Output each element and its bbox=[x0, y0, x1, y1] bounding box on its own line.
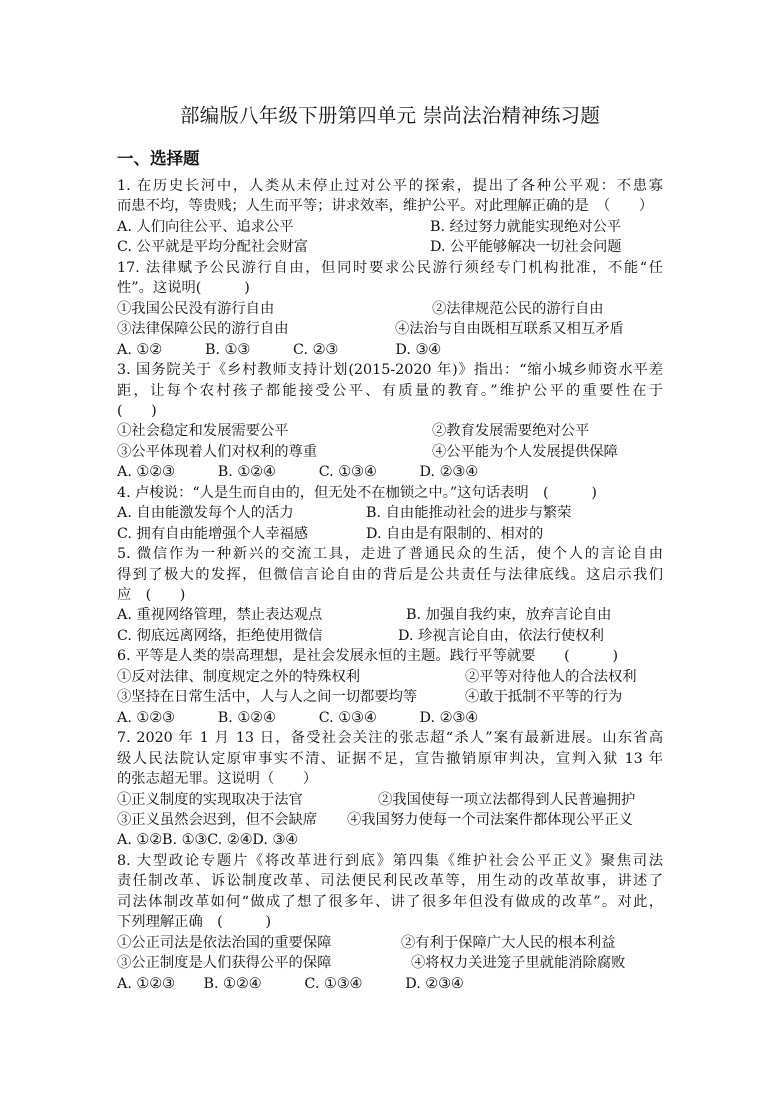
text-line bbox=[117, 708, 478, 728]
text-line bbox=[117, 258, 663, 278]
text-line bbox=[117, 237, 622, 257]
option-right-column: D. 珍视言论自由，依法行使权利 bbox=[398, 627, 604, 644]
line-text: 6. 平等是人类的崇高理想，是社会发展永恒的主题。践行平等就要 ( ) bbox=[117, 648, 619, 665]
option-right-column: B. 加强自我约束，放弃言论自由 bbox=[406, 607, 612, 624]
option-right-column: B. 经过努力就能实现绝对公平 bbox=[430, 218, 622, 235]
text-line bbox=[117, 565, 663, 585]
line-text: ①社会稳定和发展需要公平 bbox=[117, 423, 289, 440]
text-line bbox=[117, 196, 653, 216]
line-text: A. ①②③ B. ①②④ C. ①③④ D. ②③④ bbox=[117, 709, 479, 726]
line-text: 距，让每个农村孩子都能接受公平、有质量的教育。”维护公平的重要性在于 bbox=[117, 382, 663, 399]
line-text: C. 公平就是平均分配社会财富 bbox=[117, 239, 309, 256]
line-text: 而患不均，等贵贱；人生而平等；讲求效率，维护公平。对此理解正确的是 （ ） bbox=[117, 198, 654, 215]
line-text: A. ①②B. ①③C. ②④D. ③④ bbox=[117, 832, 299, 849]
text-line bbox=[117, 360, 663, 380]
text-line bbox=[117, 892, 663, 912]
line-text: ①正义制度的实现取决于法官 bbox=[117, 791, 303, 808]
text-line bbox=[117, 299, 604, 319]
text-line bbox=[117, 687, 623, 707]
text-line bbox=[117, 830, 298, 850]
line-text: 的张志超无罪。这说明（ ） bbox=[117, 771, 318, 788]
line-text: 司法体制改革如何“做成了想了很多年、讲了很多年但没有做成的改革”。对此， bbox=[117, 893, 663, 910]
line-text: C. 彻底远离网络，拒绝使用微信 bbox=[117, 627, 323, 644]
line-text: 下列理解正确 ( ) bbox=[117, 914, 272, 931]
line-text: 性”。这说明( ) bbox=[117, 280, 250, 297]
line-text: ①公正司法是依法治国的重要保障 bbox=[117, 934, 332, 951]
text-line bbox=[117, 790, 636, 810]
line-text: ③公正制度是人们获得公平的保障 bbox=[117, 955, 332, 972]
text-line bbox=[117, 524, 544, 544]
option-right-column: ④我国努力使每一个司法案件都体现公平正义 bbox=[347, 811, 633, 828]
text-line bbox=[117, 871, 663, 891]
line-text: 1. 在历史长河中，人类从未停止过对公平的探索，提出了各种公平观：不患寡 bbox=[117, 178, 663, 194]
line-text: 4. 卢梭说：“人是生而自由的，但无处不在枷锁之中。”这句话表明 ( ) bbox=[117, 484, 598, 501]
text-line bbox=[117, 974, 464, 994]
line-text: 3. 国务院关于《乡村教师支持计划(2015-2020 年)》指出：“缩小城乡师资水平差 bbox=[117, 362, 663, 379]
line-text: A. 重视网络管理，禁止表达观点 bbox=[117, 607, 323, 624]
option-right-column: ②我国使每一项立法都得到人民普遍拥护 bbox=[378, 791, 636, 808]
line-text: ③坚持在日常生活中，人与人之间一切都要均等 bbox=[117, 689, 418, 706]
text-line bbox=[117, 319, 624, 339]
text-line bbox=[117, 544, 663, 564]
option-right-column: ④敢于抵制不平等的行为 bbox=[465, 689, 623, 706]
text-line bbox=[117, 769, 317, 789]
text-line bbox=[117, 667, 637, 687]
text-line bbox=[117, 626, 604, 646]
text-line bbox=[117, 749, 663, 769]
line-text: 责任制改革、诉讼制度改革、司法便民利民改革等，用生动的改革故事，讲述了 bbox=[117, 873, 663, 890]
line-text: 17. 法律赋予公民游行自由，但同时要求公民游行须经专门机构批准，不能“任 bbox=[117, 259, 663, 276]
text-line bbox=[117, 605, 612, 625]
line-text: A. 自由能激发每个人的活力 bbox=[117, 505, 294, 522]
option-right-column: D. 自由是有限制的、相对的 bbox=[366, 525, 544, 542]
option-right-column: ②教育发展需要绝对公平 bbox=[432, 423, 590, 440]
line-text: A. 人们向往公平、追求公平 bbox=[117, 218, 294, 235]
text-line bbox=[117, 933, 616, 953]
option-right-column: D. 公平能够解决一切社会问题 bbox=[430, 239, 622, 256]
text-line bbox=[117, 421, 590, 441]
text-line bbox=[117, 340, 441, 360]
line-text: ③公平体现着人们对权利的尊重 bbox=[117, 443, 318, 460]
text-line bbox=[117, 401, 157, 421]
line-text: ③正义虽然会迟到，但不会缺席 bbox=[117, 811, 318, 828]
text-line bbox=[117, 381, 663, 401]
option-right-column: ④法治与自由既相互联系又相互矛盾 bbox=[395, 321, 624, 338]
line-text: ①反对法律、制度规定之外的特殊权利 bbox=[117, 668, 361, 685]
line-text: ( ) bbox=[117, 402, 157, 419]
option-right-column: ④公平能为个人发展提供保障 bbox=[432, 443, 618, 460]
option-right-column: ②法律规范公民的游行自由 bbox=[432, 300, 604, 317]
text-line bbox=[117, 646, 618, 666]
text-line bbox=[117, 503, 572, 523]
text-line bbox=[117, 953, 626, 973]
text-line bbox=[117, 585, 185, 605]
line-text: 5. 微信作为一种新兴的交流工具，走进了普通民众的生活，使个人的言论自由 bbox=[117, 546, 663, 563]
line-text: 得到了极大的发挥，但微信言论自由的背后是公共责任与法律底线。这启示我们 bbox=[117, 566, 663, 583]
line-text: A. ①②③ B. ①②④ C. ①③④ D. ②③④ bbox=[117, 975, 464, 992]
line-text: 8. 大型政论专题片《将改革进行到底》第四集《维护社会公平正义》聚焦司法 bbox=[117, 852, 663, 869]
text-line bbox=[117, 176, 663, 196]
line-text: 7. 2020 年 1 月 13 日，备受社会关注的张志超“杀人”案有最新进展。山东省高 bbox=[117, 730, 663, 747]
line-text: ③法律保障公民的游行自由 bbox=[117, 321, 289, 338]
line-text: A. ①②③ B. ①②④ C. ①③④ D. ②③④ bbox=[117, 464, 479, 481]
section-heading: 一、选择题 bbox=[117, 149, 200, 168]
text-line bbox=[117, 912, 271, 932]
text-line bbox=[117, 483, 597, 503]
option-right-column: ④将权力关进笼子里就能消除腐败 bbox=[411, 955, 626, 972]
text-line bbox=[117, 851, 663, 871]
text-line bbox=[117, 442, 618, 462]
text-line bbox=[117, 728, 663, 748]
option-right-column: ②有利于保障广大人民的根本利益 bbox=[401, 934, 616, 951]
line-text: 应 ( ) bbox=[117, 587, 186, 603]
line-text: ①我国公民没有游行自由 bbox=[117, 300, 275, 317]
document-title: 部编版八年级下册第四单元 崇尚法治精神练习题 bbox=[179, 104, 601, 127]
option-right-column: ②平等对待他人的合法权利 bbox=[465, 668, 637, 685]
text-line bbox=[117, 278, 250, 298]
line-text: A. ①② B. ①③ C. ②③ D. ③④ bbox=[117, 341, 442, 358]
text-line bbox=[117, 217, 622, 237]
option-right-column: B. 自由能推动社会的进步与繁荣 bbox=[366, 505, 572, 522]
text-line bbox=[117, 462, 478, 482]
line-text: C. 拥有自由能增强个人幸福感 bbox=[117, 525, 309, 542]
text-line bbox=[117, 810, 633, 830]
line-text: 级人民法院认定原审事实不清、证据不足，宣告撤销原审判决，宣判入狱 13 年 bbox=[117, 750, 663, 767]
